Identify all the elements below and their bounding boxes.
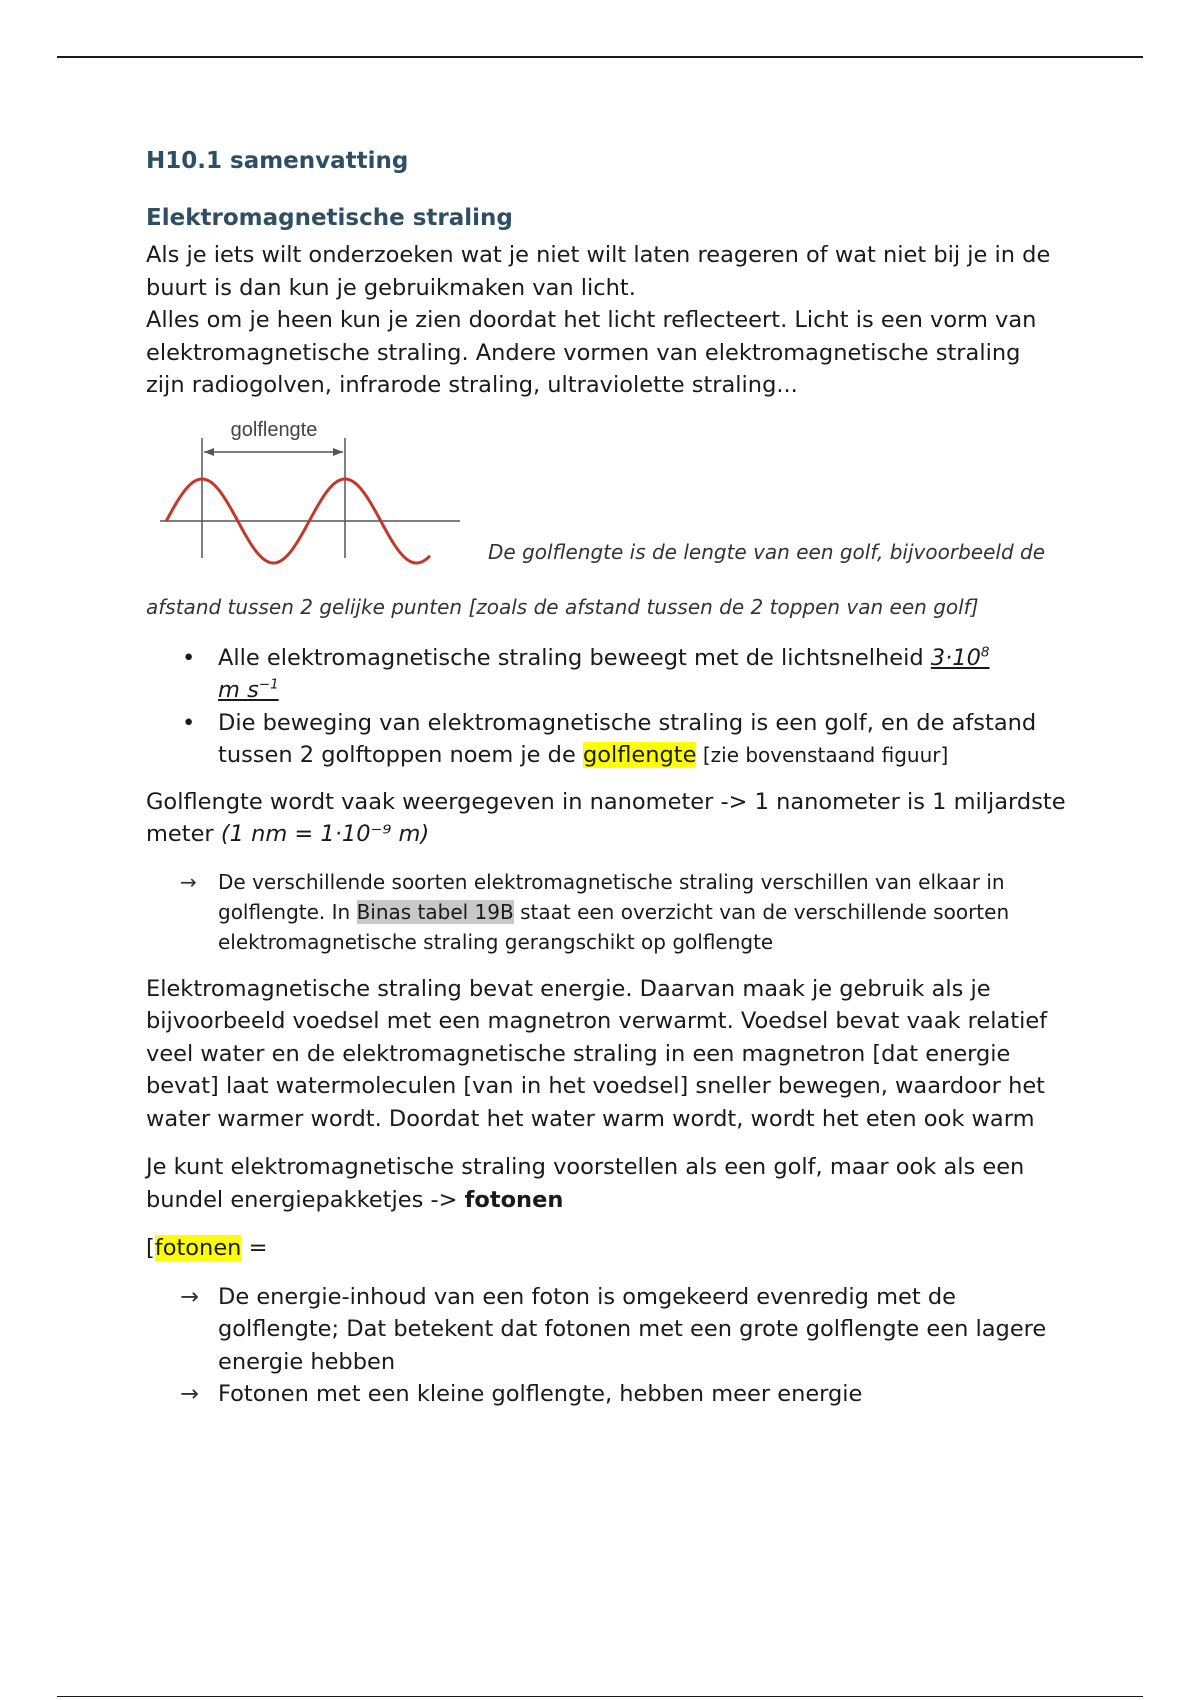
- wavelength-label: golflengte: [230, 418, 318, 441]
- arrow-icon: →: [180, 1381, 199, 1407]
- intro-paragraph-1: Als je iets wilt onderzoeken wat je niet wilt laten reageren of wat niet bij je in de buurt is dan kun je gebruikmaken van licht.: [146, 242, 1051, 301]
- arrow-list-fotonen: [146, 1281, 1066, 1411]
- list-item: [146, 707, 1066, 772]
- bullet-text: Alle elektromagnetische straling beweegt met de lichtsnelheid: [218, 644, 931, 671]
- fotonen-intro-paragraph: Je kunt elektromagnetische straling voorstellen als een golf, maar ook als een bundel energiepakketjes -> fotonen: [146, 1154, 1025, 1213]
- section-heading: Elektromagnetische straling: [146, 205, 513, 231]
- figure-caption-line-2: afstand tussen 2 gelijke punten [zoals de afstand tussen de 2 toppen van een golf]: [146, 594, 979, 619]
- bottom-rule: [57, 1696, 1143, 1697]
- arrow-icon: →: [180, 869, 197, 894]
- fotonen-bold: fotonen: [464, 1186, 564, 1213]
- intro-paragraph-2: Alles om je heen kun je zien doordat het licht reflecteert. Licht is een vorm van elektromagnetische straling. Andere vormen van elektromagnetische straling zijn radiogolven, infrarode straling, ultraviolette straling...: [146, 307, 1037, 398]
- bullet-list: [146, 642, 1066, 772]
- highlight-golflengte: golflengte: [582, 742, 697, 768]
- fotonen-definition: [fotonen =: [146, 1235, 268, 1261]
- page-title: H10.1 samenvatting: [146, 148, 409, 174]
- document-body: [146, 146, 1066, 1411]
- bullet-icon: •: [182, 644, 196, 671]
- top-rule: [57, 56, 1143, 58]
- golflengte-paragraph: Golflengte wordt vaak weergegeven in nanometer -> 1 nanometer is 1 miljardste meter (1 nm = 1·10⁻⁹ m): [146, 788, 1066, 847]
- speed-of-light-value: $3\cdot 10^8$ m $s^{-1}$: [218, 644, 990, 703]
- arrow-icon: →: [180, 1283, 199, 1310]
- binas-reference: Binas tabel 19B: [356, 899, 514, 924]
- wave-diagram: [160, 416, 460, 566]
- energie-paragraph: Elektromagnetische straling bevat energie. Daarvan maak je gebruik als je bijvoorbeeld voedsel met een magnetron verwarmt. Voedsel bevat vaak relatief veel water en de elektromagnetische straling in een magnetron [dat energie bevat] laat watermoleculen [van in het voedsel] sneller bewegen, waardoor het water warmer wordt. Doordat het water warm wordt, wordt het eten ook warm: [146, 975, 1048, 1132]
- bullet-icon: •: [182, 709, 196, 736]
- highlight-fotonen: fotonen: [154, 1235, 242, 1261]
- list-item: → De energie-inhoud van een foton is omgekeerd evenredig met de golflengte; Dat betekent dat fotonen met een grote golflengte een lagere energie hebben: [146, 1281, 1066, 1379]
- wave-figure: [146, 416, 1066, 596]
- list-item: → De verschillende soorten elektromagnetische straling verschillen van elkaar in golflengte. In Binas tabel 19B staat een overzicht van de verschillende soorten elektromagnetische straling gerangschikt op golflengte: [146, 867, 1066, 957]
- list-item: [146, 642, 1066, 707]
- bullet-text: Die beweging van elektromagnetische straling is een golf, en de afstand tussen 2 golftoppen noem je de: [218, 709, 1037, 768]
- nm-formula: (1 nm = 1·10⁻⁹ m): [220, 821, 430, 847]
- list-item: → Fotonen met een kleine golflengte, hebben meer energie: [146, 1378, 1066, 1411]
- arrow-list-binas: [146, 867, 1066, 957]
- figure-caption-line-1: De golflengte is de lengte van een golf, bijvoorbeeld de: [488, 539, 1045, 564]
- bullet-tail: [zie bovenstaand figuur]: [696, 743, 949, 767]
